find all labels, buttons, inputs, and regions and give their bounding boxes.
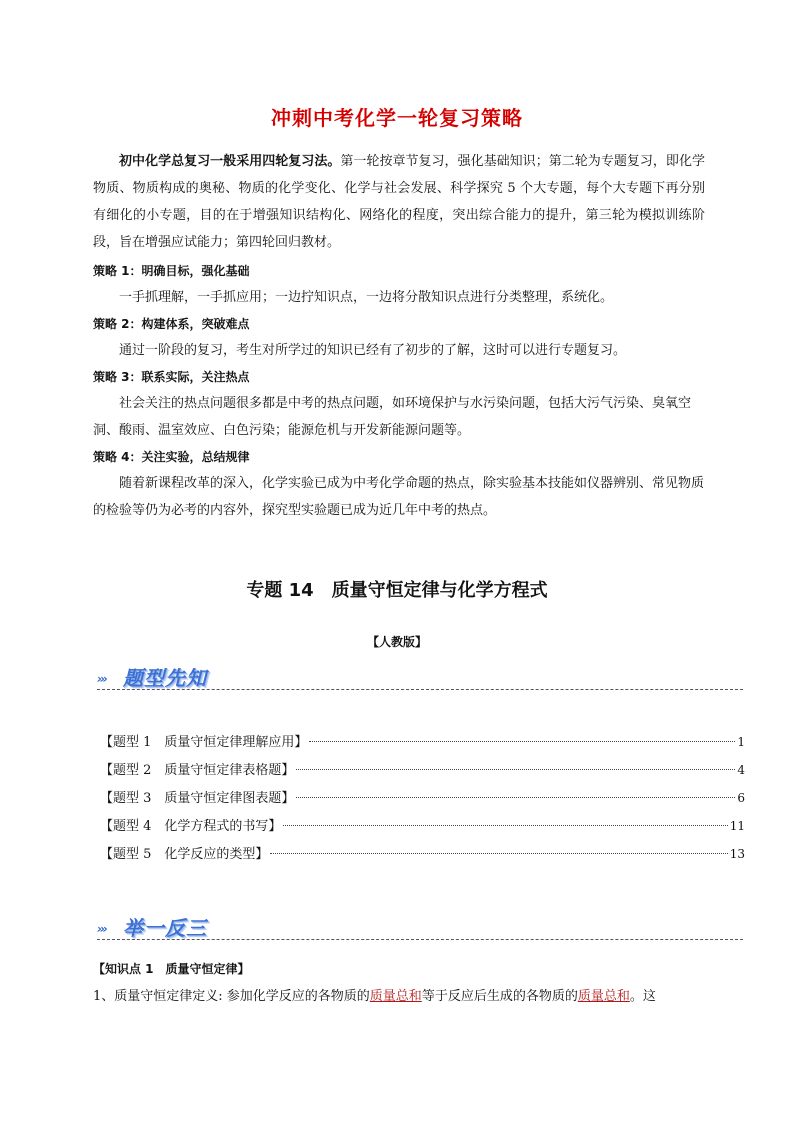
toc-page-number: 1 — [737, 735, 745, 749]
toc-page-number: 13 — [729, 847, 745, 861]
strategy-title: 策略 3：联系实际，关注热点 — [93, 370, 250, 384]
strategy-title: 策略 4：关注实验，总结规律 — [93, 450, 250, 464]
definition-suffix: 。这 — [629, 989, 656, 1004]
intro-paragraph — [93, 148, 705, 256]
dot-leader — [296, 769, 735, 770]
toc-entry[interactable] — [100, 784, 745, 812]
edition-label: 【人教版】 — [366, 635, 427, 649]
section-label: 举一反三 — [123, 916, 207, 940]
knowledge-point-body — [93, 983, 713, 1011]
strategy-body: 社会关注的热点问题很多都是中考的热点问题，如环境保护与水污染问题，包括大污气污染、臭氧空洞、酸雨、温室效应、白色污染；能源危机与开发新能源问题等。 — [93, 396, 692, 438]
dot-leader — [270, 853, 727, 854]
triple-arrow-icon: ››› — [97, 672, 106, 686]
dot-leader — [309, 741, 735, 742]
page-title: 冲刺中考化学一轮复习策略 — [271, 106, 523, 130]
toc-page-number: 4 — [737, 763, 745, 777]
table-of-contents — [100, 728, 745, 868]
section-divider — [97, 939, 743, 940]
toc-entry[interactable] — [100, 812, 745, 840]
strategy-body: 一手抓理解，一手抓应用；一边拧知识点，一边将分散知识点进行分类整理，系统化。 — [119, 290, 614, 305]
toc-entry-label: 【题型 4 化学方程式的书写】 — [100, 819, 282, 834]
section-label: 题型先知 — [123, 666, 207, 690]
triple-arrow-icon: ››› — [97, 922, 106, 936]
toc-entry-label: 【题型 5 化学反应的类型】 — [100, 847, 269, 862]
dot-leader — [296, 797, 735, 798]
definition-prefix: 1、质量守恒定律定义: 参加化学反应的各物质的 — [93, 989, 370, 1004]
toc-entry[interactable] — [100, 840, 745, 868]
strategy-body: 通过一阶段的复习，考生对所学过的知识已经有了初步的了解，这时可以进行专题复习。 — [119, 343, 627, 358]
strategy-item — [93, 444, 705, 524]
definition-middle: 等于反应后生成的各物质的 — [421, 989, 578, 1004]
section-divider — [97, 689, 743, 690]
highlight-term: 质量总和 — [369, 989, 422, 1004]
strategy-item — [93, 258, 705, 311]
strategy-item — [93, 364, 705, 444]
intro-lead: 初中化学总复习一般采用四轮复习法。 — [119, 154, 341, 169]
knowledge-point — [93, 955, 713, 1011]
toc-page-number: 11 — [729, 819, 745, 833]
strategy-body: 随着新课程改革的深入，化学实验已成为中考化学命题的热点，除实验基本技能如仪器辨别、常见物质的检验等仍为必考的内容外，探究型实验题已成为近几年中考的热点。 — [93, 476, 705, 518]
strategy-item — [93, 311, 705, 364]
section-header-question-types — [97, 662, 743, 692]
toc-page-number: 6 — [737, 791, 745, 805]
knowledge-point-title: 【知识点 1 质量守恒定律】 — [93, 962, 250, 976]
section-header-examples — [97, 912, 743, 942]
highlight-term: 质量总和 — [577, 989, 630, 1004]
toc-entry-label: 【题型 1 质量守恒定律理解应用】 — [100, 735, 308, 750]
strategy-title: 策略 1：明确目标，强化基础 — [93, 264, 250, 278]
strategy-title: 策略 2：构建体系，突破难点 — [93, 317, 250, 331]
strategy-list — [93, 258, 705, 524]
dot-leader — [283, 825, 727, 826]
toc-entry-label: 【题型 3 质量守恒定律图表题】 — [100, 791, 295, 806]
toc-entry[interactable] — [100, 756, 745, 784]
topic-title: 专题 14 质量守恒定律与化学方程式 — [246, 580, 548, 601]
toc-entry-label: 【题型 2 质量守恒定律表格题】 — [100, 763, 295, 778]
toc-entry[interactable] — [100, 728, 745, 756]
intro-text: 第一轮按章节复习，强化基础知识；第二轮为专题复习，即化学物质、物质构成的奥秘、物质的化学变化、化学与社会发展、科学探究 5 个大专题，每个大专题下再分别有细化的小专题，目的在于增强知识结构化、网络化的程度，突出综合能力的提升，第三轮为模拟训练阶段，旨在增强应试能力；第四轮回归教材。 — [93, 154, 705, 250]
